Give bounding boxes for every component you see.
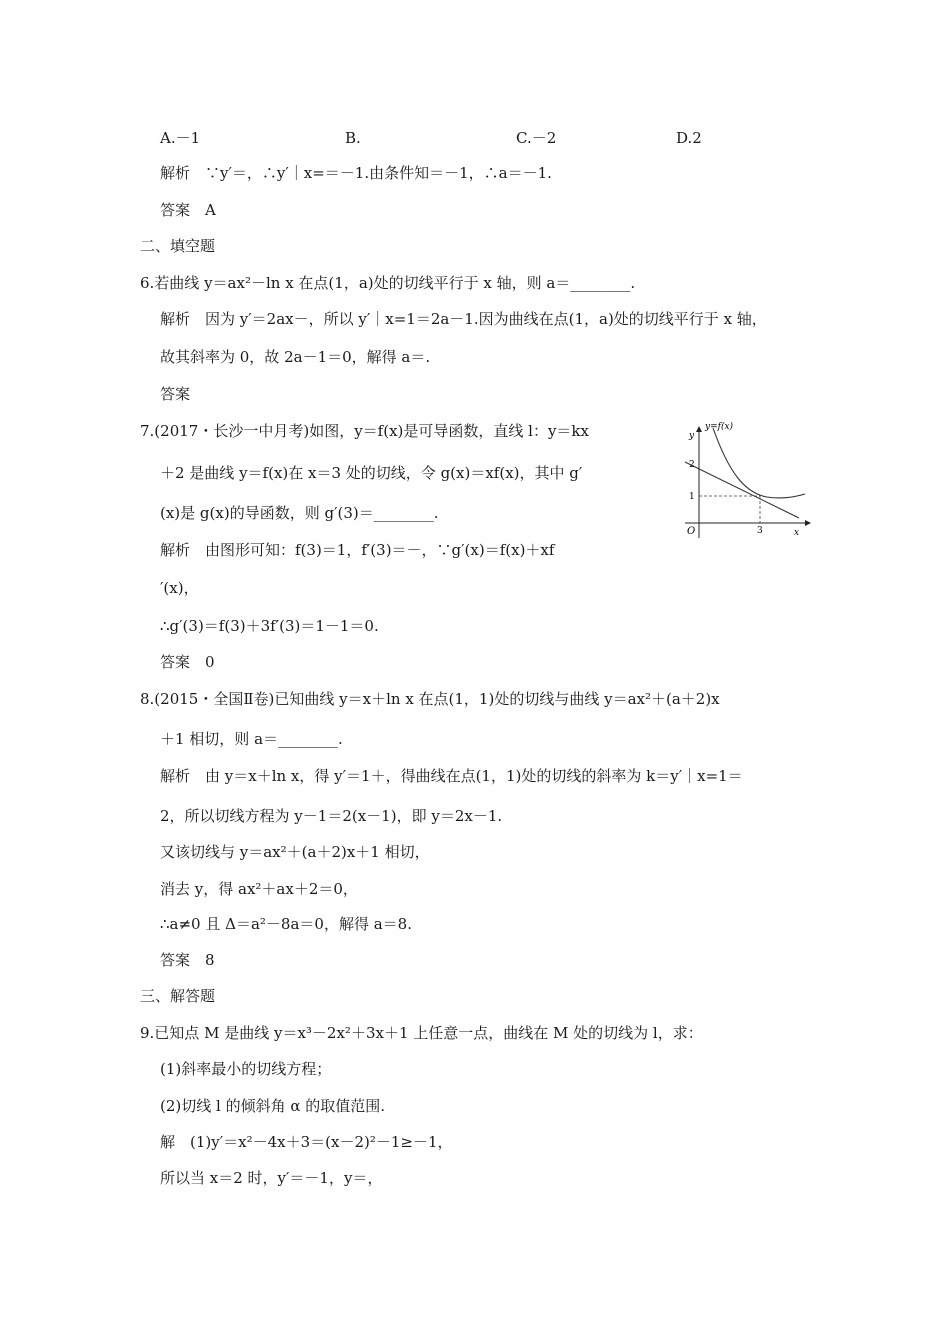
- q7-analysis-line3: ∴g′(3)＝f(3)＋3f′(3)＝1－1＝0.: [160, 617, 379, 635]
- q8-analysis-line1: 解析 由 y＝x＋ln x，得 y′＝1＋，得曲线在点(1，1)处的切线的斜率为 k＝y′｜x=1＝: [160, 767, 743, 785]
- y-axis-label: y: [689, 431, 695, 441]
- q8-line1: 8.(2015・全国Ⅱ卷)已知曲线 y＝x＋ln x 在点(1，1)处的切线与曲线 y＝ax²＋(a＋2)x: [140, 690, 720, 708]
- q7-line2: ＋2 是曲线 y＝f(x)在 x＝3 处的切线，令 g(x)＝xf(x)，其中 g′: [160, 464, 583, 482]
- x-axis-arrow: [805, 520, 811, 526]
- q8-line2: ＋1 相切，则 a＝________.: [160, 730, 343, 748]
- q7-line3: (x)是 g(x)的导函数，则 g′(3)＝________.: [160, 504, 439, 522]
- q9-part2: (2)切线 l 的倾斜角 α 的取值范围.: [160, 1097, 386, 1115]
- tick-x-3: 3: [757, 526, 763, 536]
- q9-part1: (1)斜率最小的切线方程；: [160, 1060, 332, 1078]
- q8-analysis-line4: 消去 y，得 ax²＋ax＋2＝0，: [160, 880, 358, 898]
- curve-f: [713, 428, 805, 498]
- q8-answer: 答案 8: [160, 951, 215, 969]
- q7-answer: 答案 0: [160, 653, 215, 671]
- q6-question: 6.若曲线 y＝ax²－ln x 在点(1，a)处的切线平行于 x 轴，则 a＝________.: [140, 274, 636, 292]
- q8-analysis-line3: 又该切线与 y＝ax²＋(a＋2)x＋1 相切，: [160, 843, 430, 861]
- tangent-line: [685, 462, 799, 518]
- tick-y-1: 1: [689, 492, 695, 502]
- q6-answer: 答案: [160, 385, 191, 403]
- function-graph: [677, 418, 812, 540]
- option-b: B.: [345, 129, 361, 147]
- section-solve: 三、解答题: [140, 987, 216, 1005]
- q8-analysis-line5: ∴a≠0 且 Δ＝a²－8a＝0，解得 a＝8.: [160, 915, 412, 933]
- section-fill-in: 二、填空题: [140, 237, 216, 255]
- q8-analysis-line2: 2，所以切线方程为 y－1＝2(x－1)，即 y＝2x－1.: [160, 807, 503, 825]
- q5-answer: 答案 A: [160, 201, 216, 219]
- option-d: D.2: [676, 129, 702, 147]
- curve-label: y=f(x): [705, 422, 734, 432]
- q5-analysis: 解析 ∵y′＝，∴y′｜x=＝－1.由条件知＝－1，∴a＝－1.: [160, 164, 552, 182]
- q9-solution-line2: 所以当 x＝2 时，y′＝－1，y＝，: [160, 1169, 383, 1187]
- q6-analysis-line2: 故其斜率为 0，故 2a－1＝0，解得 a＝.: [160, 348, 431, 366]
- q7-analysis-line2: ′(x)，: [160, 579, 199, 597]
- option-a: A.－1: [160, 129, 201, 147]
- q9-solution-line1: 解 (1)y′＝x²－4x＋3＝(x－2)²－1≥－1，: [160, 1133, 453, 1151]
- tick-y-2: 2: [689, 460, 695, 470]
- y-axis-arrow: [696, 426, 702, 432]
- option-c: C.－2: [516, 129, 557, 147]
- x-axis-label: x: [794, 528, 800, 538]
- origin-label: O: [687, 526, 696, 537]
- q7-line1: 7.(2017・长沙一中月考)如图，y＝f(x)是可导函数，直线 l：y＝kx: [140, 422, 589, 440]
- q7-analysis-line1: 解析 由图形可知：f(3)＝1，f′(3)＝－，∵g′(x)＝f(x)＋xf: [160, 541, 555, 559]
- q9-question: 9.已知点 M 是曲线 y＝x³－2x²＋3x＋1 上任意一点，曲线在 M 处的切线为 l，求：: [140, 1024, 703, 1042]
- q6-analysis-line1: 解析 因为 y′＝2ax－，所以 y′｜x=1＝2a－1.因为曲线在点(1，a)处的切线平行于 x 轴，: [160, 310, 767, 328]
